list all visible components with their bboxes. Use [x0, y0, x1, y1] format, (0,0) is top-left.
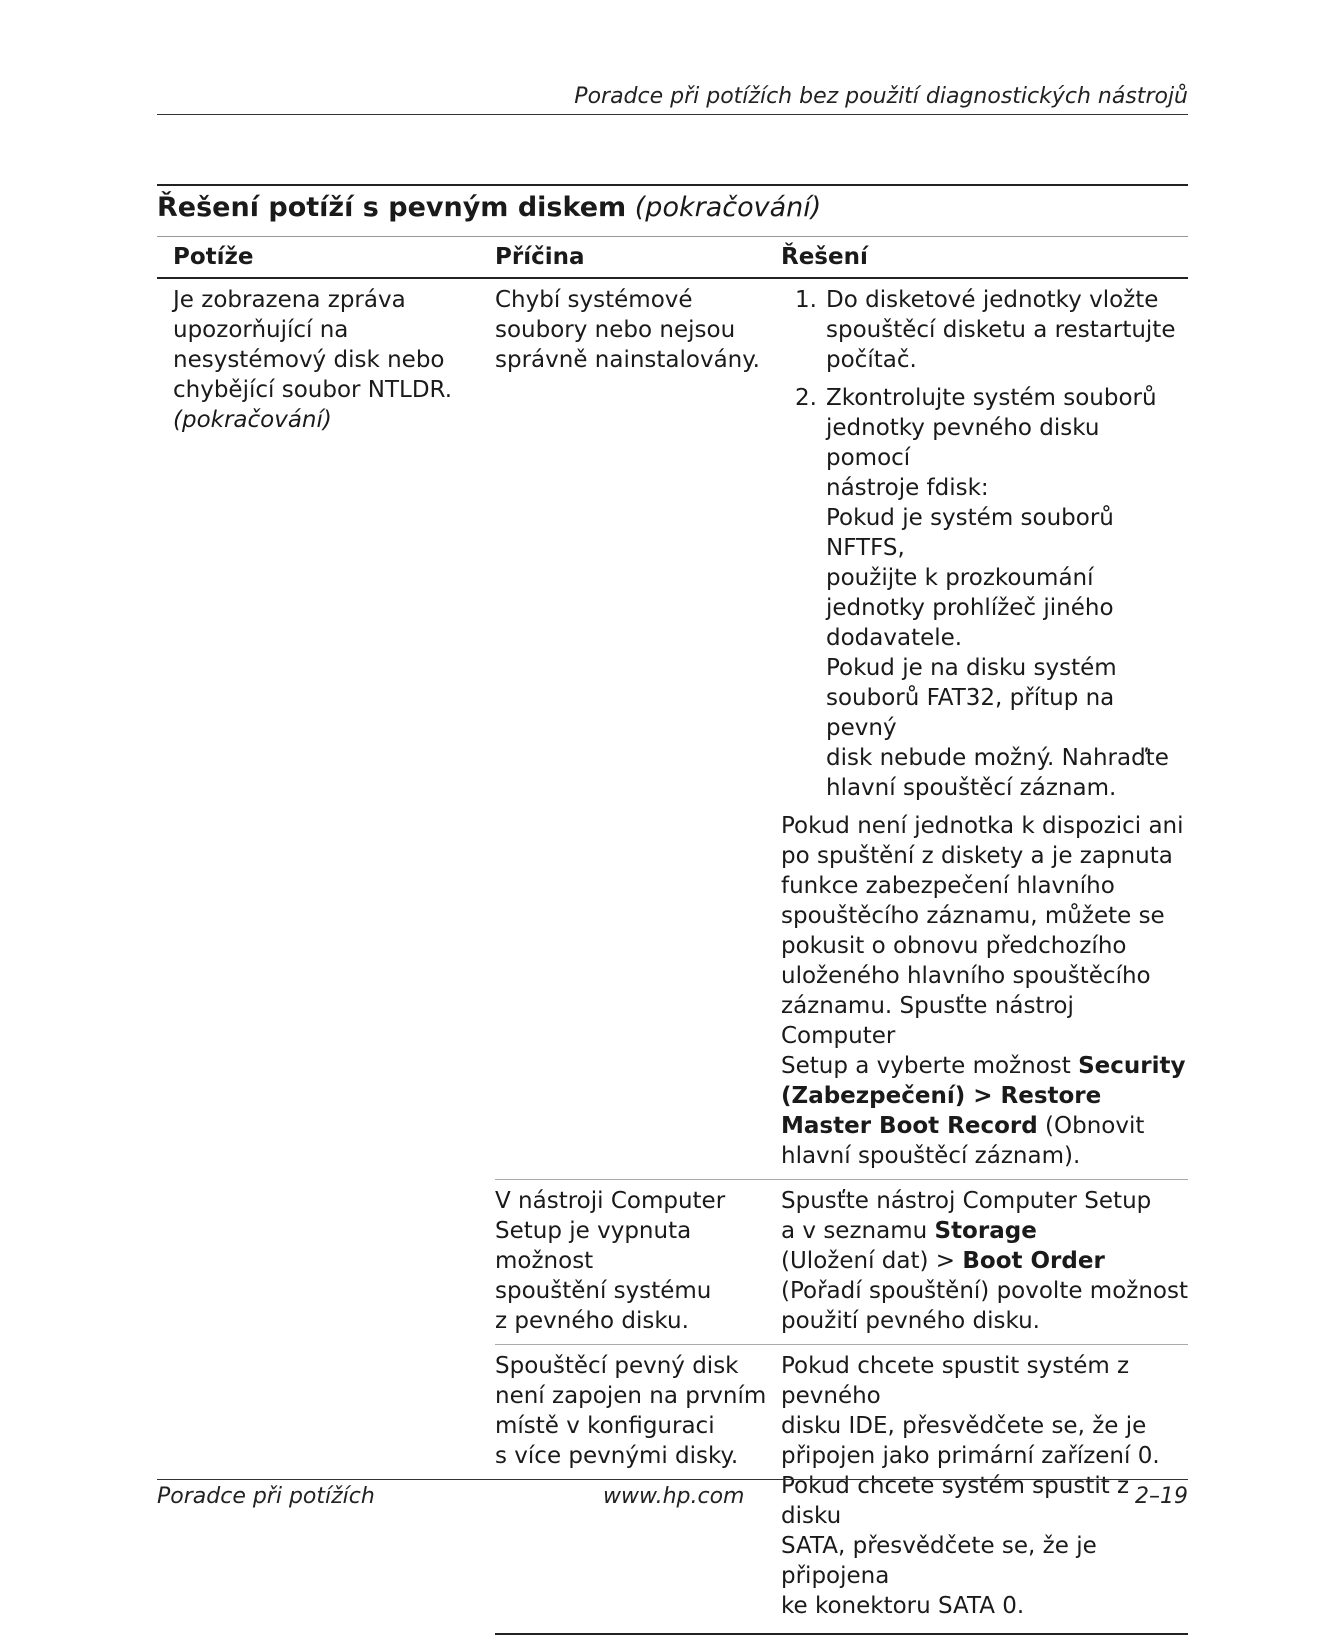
menu-item-storage: Storage: [934, 1218, 1037, 1244]
cause-cell: V nástroji Computer Setup je vypnuta možnost spouštění systému z pevného disku.: [495, 1180, 781, 1345]
column-header-cause: Příčina: [495, 237, 781, 278]
table-title-main: Řešení potíží s pevným diskem: [157, 192, 627, 223]
troubleshooting-table: [157, 184, 1188, 1635]
paragraph-tail: (Obnovit hlavní spouštěcí záznam).: [781, 1113, 1145, 1169]
solution-text-part: (Pořadí spouštění) povolte možnost použití pevného disku.: [781, 1278, 1189, 1334]
paragraph-text: Pokud není jednotka k dispozici ani po spuštění z diskety a je zapnuta funkce zabezpečení hlavního spouštěcího záznamu, můžete se pokusit o obnovu předchozího uloženého hlavního spouštěcího záznamu. Spusťte nástroj Computer Setup a vyberte možnost: [781, 813, 1184, 1079]
cause-cell: Chybí systémové soubory nebo nejsou správně nainstalovány.: [495, 287, 760, 373]
table-title-continued: (pokračování): [634, 192, 822, 223]
solution-cell: Pokud chcete spustit systém z pevného disku IDE, přesvědčete se, že je připojen jako primární zařízení 0. Pokud chcete systém spustit z disku SATA, přesvědčete se, že je připojena ke konektoru SATA 0.: [781, 1345, 1188, 1635]
table-title: [157, 186, 1188, 237]
table-header-row: [157, 237, 1188, 278]
solution-cell: [781, 1180, 1188, 1345]
cause-cell: Spouštěcí pevný disk není zapojen na prvním místě v konfiguraci s více pevnými disky.: [495, 1345, 781, 1635]
problem-cell: [157, 278, 495, 1634]
menu-item-boot-order: Boot Order: [962, 1248, 1105, 1274]
step-text: Do disketové jednotky vložte spouštěcí disketu a restartujte počítač.: [826, 287, 1176, 373]
menu-path-security-restore: Security (Zabezpečení) > Restore Master Boot Record: [781, 1053, 1186, 1139]
solution-text-part: Spusťte nástroj Computer Setup a v seznamu: [781, 1188, 1152, 1244]
trouble-table: [157, 237, 1188, 1635]
step-number: 1.: [795, 287, 817, 313]
step-number: 2.: [795, 385, 817, 411]
page-number: 2–19: [1135, 1484, 1188, 1509]
solution-paragraph: [781, 811, 1188, 1171]
solution-text-part: (Uložení dat) >: [781, 1248, 956, 1274]
problem-continued-note: (pokračování): [173, 407, 332, 433]
solution-step: [781, 285, 1188, 375]
problem-text: Je zobrazena zpráva upozorňující na nesystémový disk nebo chybějící soubor NTLDR.: [173, 287, 453, 403]
column-header-solution: Řešení: [781, 237, 1188, 278]
footer-chapter: Poradce při potížích: [157, 1484, 375, 1509]
step-text: Zkontrolujte systém souborů jednotky pevného disku pomocí nástroje fdisk: Pokud je systém souborů NFTFS, použijte k prozkoumání jednotky prohlížeč jiného dodavatele. Pokud je na disku systém souborů FAT32, přítup na pevný disk nebude možný. Nahraďte hlavní spouštěcí záznam.: [826, 385, 1169, 801]
footer-url: www.hp.com: [603, 1484, 745, 1509]
page-header: [157, 80, 1188, 115]
page-footer: [157, 1479, 1188, 1514]
table-row: [157, 278, 1188, 1180]
solution-steps: [781, 285, 1188, 803]
header-title: Poradce při potížích bez použití diagnostických nástrojů: [574, 84, 1188, 109]
solution-step: [781, 383, 1188, 803]
solution-cell: [781, 278, 1188, 1180]
column-header-problem: Potíže: [157, 237, 495, 278]
